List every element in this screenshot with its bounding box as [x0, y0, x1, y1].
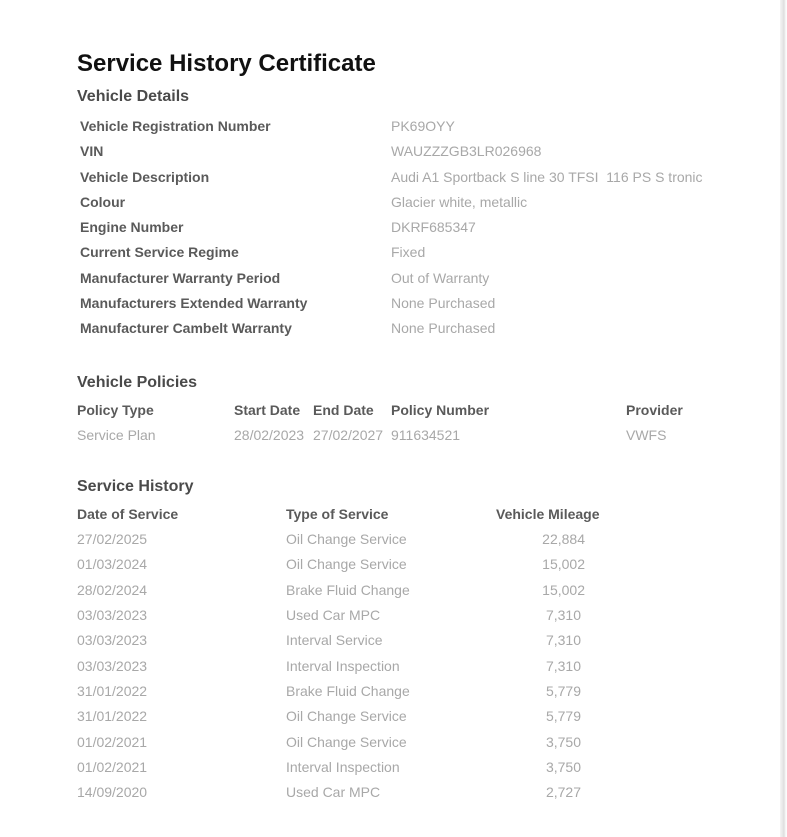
service-type-cell: Interval Inspection	[286, 759, 400, 775]
detail-value: Out of Warranty	[391, 270, 490, 286]
service-mileage-cell: 15,002	[542, 582, 585, 598]
service-type-cell: Interval Inspection	[286, 658, 400, 674]
detail-label: Manufacturer Cambelt Warranty	[80, 320, 292, 336]
service-type-cell: Used Car MPC	[286, 607, 381, 623]
detail-label: VIN	[80, 143, 104, 159]
service-type-cell: Interval Service	[286, 632, 383, 648]
column-header-policy-number: Policy Number	[391, 402, 490, 418]
service-date-cell: 28/02/2024	[77, 582, 148, 598]
column-header-provider: Provider	[626, 402, 683, 418]
end-date-cell: 27/02/2027	[313, 427, 384, 443]
service-date-cell: 31/01/2022	[77, 708, 148, 724]
service-type-cell: Oil Change Service	[286, 556, 407, 572]
detail-label: Vehicle Description	[80, 169, 210, 185]
detail-value: WAUZZZGB3LR026968	[391, 143, 542, 159]
column-header-end-date: End Date	[313, 402, 374, 418]
column-header-policy-type: Policy Type	[77, 402, 154, 418]
start-date-cell: 28/02/2023	[234, 427, 305, 443]
detail-value: Glacier white, metallic	[391, 194, 528, 210]
detail-value: Fixed	[391, 244, 426, 260]
column-header-mileage: Vehicle Mileage	[496, 506, 600, 522]
column-header-date: Date of Service	[77, 506, 179, 522]
service-mileage-cell: 7,310	[545, 607, 581, 623]
service-type-cell: Oil Change Service	[286, 734, 407, 750]
service-type-cell: Brake Fluid Change	[286, 683, 410, 699]
service-mileage-cell: 3,750	[545, 759, 581, 775]
service-mileage-cell: 5,779	[545, 708, 581, 724]
vehicle-policies-heading: Vehicle Policies	[77, 374, 198, 391]
service-mileage-cell: 3,750	[545, 734, 581, 750]
service-type-cell: Brake Fluid Change	[286, 582, 410, 598]
vehicle-details-heading: Vehicle Details	[77, 88, 190, 105]
column-header-type: Type of Service	[286, 506, 389, 522]
service-date-cell: 03/03/2023	[77, 607, 148, 623]
service-mileage-cell: 5,779	[545, 683, 581, 699]
service-date-cell: 01/03/2024	[77, 556, 148, 572]
service-date-cell: 31/01/2022	[77, 683, 148, 699]
detail-label: Vehicle Registration Number	[80, 118, 271, 134]
detail-label: Colour	[80, 194, 126, 210]
detail-label: Engine Number	[80, 219, 184, 235]
column-header-start-date: Start Date	[234, 402, 301, 418]
document-title: Service History Certificate	[77, 50, 376, 77]
service-type-cell: Oil Change Service	[286, 531, 407, 547]
provider-cell: VWFS	[626, 427, 667, 443]
detail-value: DKRF685347	[391, 219, 476, 235]
detail-label: Manufacturers Extended Warranty	[80, 295, 308, 311]
service-mileage-cell: 15,002	[542, 556, 585, 572]
service-date-cell: 03/03/2023	[77, 658, 148, 674]
service-type-cell: Oil Change Service	[286, 708, 407, 724]
detail-label: Current Service Regime	[80, 244, 239, 260]
detail-value: None Purchased	[391, 295, 496, 311]
service-mileage-cell: 22,884	[542, 531, 585, 547]
policy-type-cell: Service Plan	[77, 427, 156, 443]
service-date-cell: 01/02/2021	[77, 759, 148, 775]
service-date-cell: 03/03/2023	[77, 632, 148, 648]
detail-label: Manufacturer Warranty Period	[80, 270, 281, 286]
detail-value: PK69OYY	[391, 118, 455, 134]
service-type-cell: Used Car MPC	[286, 784, 381, 800]
service-date-cell: 14/09/2020	[77, 784, 148, 800]
service-date-cell: 27/02/2025	[77, 531, 148, 547]
detail-value: None Purchased	[391, 320, 496, 336]
service-history-heading: Service History	[77, 478, 194, 495]
policy-number-cell: 911634521	[391, 427, 461, 443]
detail-value: Audi A1 Sportback S line 30 TFSI 116 PS S tronic	[391, 169, 703, 185]
service-mileage-cell: 2,727	[545, 784, 581, 800]
service-date-cell: 01/02/2021	[77, 734, 148, 750]
service-mileage-cell: 7,310	[545, 658, 581, 674]
service-mileage-cell: 7,310	[545, 632, 581, 648]
page-edge-shadow	[780, 0, 787, 837]
